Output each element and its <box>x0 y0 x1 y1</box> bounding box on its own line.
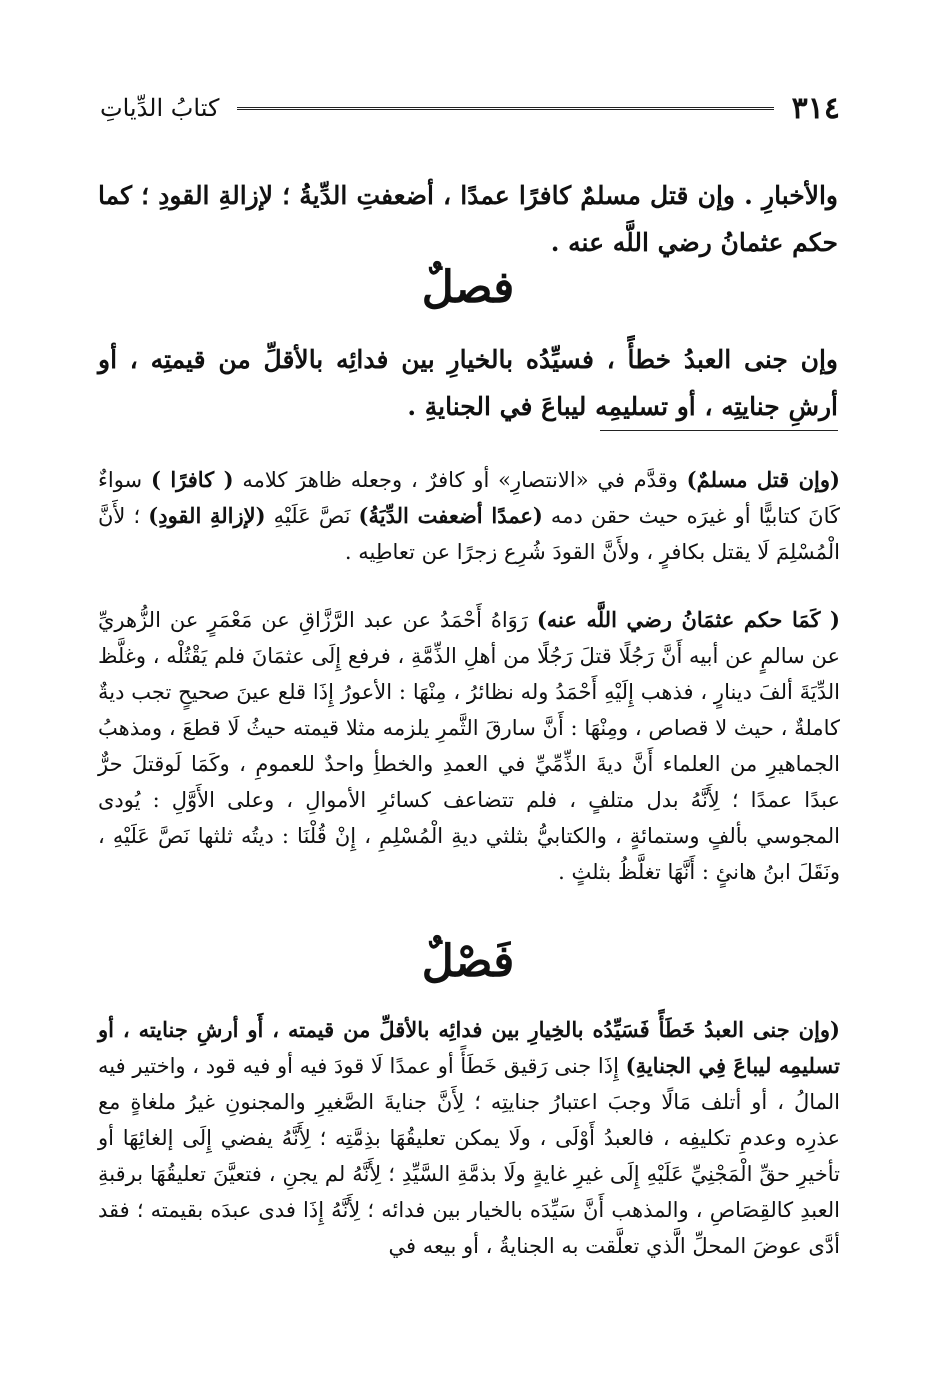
sharh-paragraph-1 <box>98 462 840 570</box>
page-number: ٣١٤ <box>791 90 840 126</box>
matn-paragraph-2: وإن جنى العبدُ خطأً ، فسيِّدُه بالخيارِ بين فدائِه بالأقلِّ من قيمتِه ، أو أرشِ جنايتِه ، أو تسليمِه ليباعَ في الجنايةِ . <box>98 345 838 421</box>
book-title: كتابُ الدِّياتِ <box>100 94 220 122</box>
matn-paragraph-1: والأخبارِ . وإن قتل مسلمٌ كافرًا عمدًا ، أضعفتِ الدِّيةُ ؛ لإزالةِ القودِ ؛ كما حكم عثمانُ رضي اللَّه عنه . <box>98 181 838 257</box>
section-heading-2: فَصْلٌ <box>421 936 515 987</box>
sharh-text: ؛ لأَنَّ الْمُسْلِمَ لَا يقتل بكافرٍ ، ولأَنَّ القودَ شُرِع زجرًا عن تعاطِيه . <box>98 504 840 564</box>
page-header <box>100 88 840 128</box>
sharh-quote: ( كَمَا حكم عثمَانُ رضي اللَّه عنه) <box>536 607 840 632</box>
sharh-text: رَوَاهُ أَحْمَدُ عن عبد الرَّزَّاقِ عن مَعْمَرٍ عن الزُّهريِّ عن سالمٍ عن أبيه أَنَّ رَجُلًا قتلَ رَجُلًا من أهلِ الذِّمَّةِ ، فرفع إِلَى عثمَانَ فلم يَقْتُلْه ، وغلَّظ الدِّيَةَ ألفَ دينارٍ ، فذهب إِلَيْهِ أَحْمَدُ وله نظائرُ ، مِنْهَا : الأعورُ إِذَا قلع عينَ صحيحٍ تجب ديةٌ كاملةٌ ، حيث لا قصاص ، ومِنْهَا : أَنَّ سارقَ الثَّمرِ يلزمه مثلا قيمته حيثُ لَا قطعَ ، ومذهبُ الجماهيرِ من العلماء أَنَّ ديةَ الذِّمِّيِّ في العمدِ والخطأِ واحدٌ للعمومِ ، وكَمَا لَوقتلَ حرٌّ عبدًا عمدًا ؛ لِأَنَّهُ بدل متلفٍ ، فلم تتضاعف كسائرِ الأموالِ ، وعلى الأَوَّلِ : يُودى المجوسي بألفٍ وستمائةٍ ، والكتابيُّ بثلثي ديةِ الْمُسْلِمِ ، إِنْ قُلْنَا : ديتُه ثلثها نَصَّ عَلَيْهِ ، ونَقَلَ ابنُ هانئٍ : أَنَّهَا تغلَّظُ بثلثٍ . <box>98 608 840 884</box>
sharh-quote: (وإن جنى العبدُ خَطَأً فَسَيِّدُه بالخِيارِ بين فدائِه بالأقلِّ من قيمته ، أَو أرشِ جنايته ، أو تسليمِه ليباعَ فِي الجنايةِ) <box>98 1017 840 1078</box>
sharh-text: وقدَّم في «الانتصارِ» أو كافرٌ ، وجعله ظاهرَ كلامه <box>233 468 687 492</box>
sharh-quote: (وإن قتل مسلمٌ) <box>686 467 840 492</box>
sharh-text: سواءٌ كَانَ كتابيًّا أو غيرَه حيث حقن دمه <box>98 468 840 528</box>
footnote-divider <box>600 430 838 431</box>
sharh-quote: ( كافرًا ) <box>150 467 234 492</box>
sharh-text: إِذَا جنى رَقيق خَطَأً أو عمدًا لَا قودَ فيه أو فيه قود ، واختير فيه المالُ ، أو أتلف مَالًا وجبَ اعتبارُ جنايتِه ؛ لِأَنَّ جنايةَ الصَّغيرِ والمجنونِ غيرُ ملغاةٍ مع عذرِه وعدمِ تكليفِه ، فالعبدُ أَوْلَى ، ولَا يمكن تعليقُهَا بذِمَّتِه ؛ لِأَنَّهُ يفضي إِلَى إلغائِهَا أو تأخيرِ حقِّ الْمَجْنِيِّ عَلَيْهِ إِلَى غيرِ غايةٍ ولَا بذمَّةِ السَّيِّدِ ؛ لِأَنَّهُ لم يجنِ ، فتعيَّنَ تعليقُهَا برقبةِ العبدِ كالقِصَاصِ ، والمذهب أَنَّ سَيِّدَه بالخيار بين فدائه ؛ لِأَنَّهُ إِذَا فدى عبدَه بقيمته ؛ فقد أدَّى عوضَ المحلِّ الَّذي تعلَّقت به الجنايةُ ، أو بيعه في <box>98 1054 840 1258</box>
header-rule <box>237 107 773 110</box>
section-heading-1: فصلٌ <box>421 262 515 313</box>
sharh-paragraph-3 <box>98 1012 840 1264</box>
sharh-quote: (لإزالةِ القودِ) <box>148 503 266 528</box>
sharh-paragraph-2 <box>98 602 840 890</box>
sharh-text: نَصَّ عَلَيْهِ <box>265 504 359 528</box>
sharh-quote: (عمدًا أضعفت الدِّيَةُ) <box>358 503 543 528</box>
